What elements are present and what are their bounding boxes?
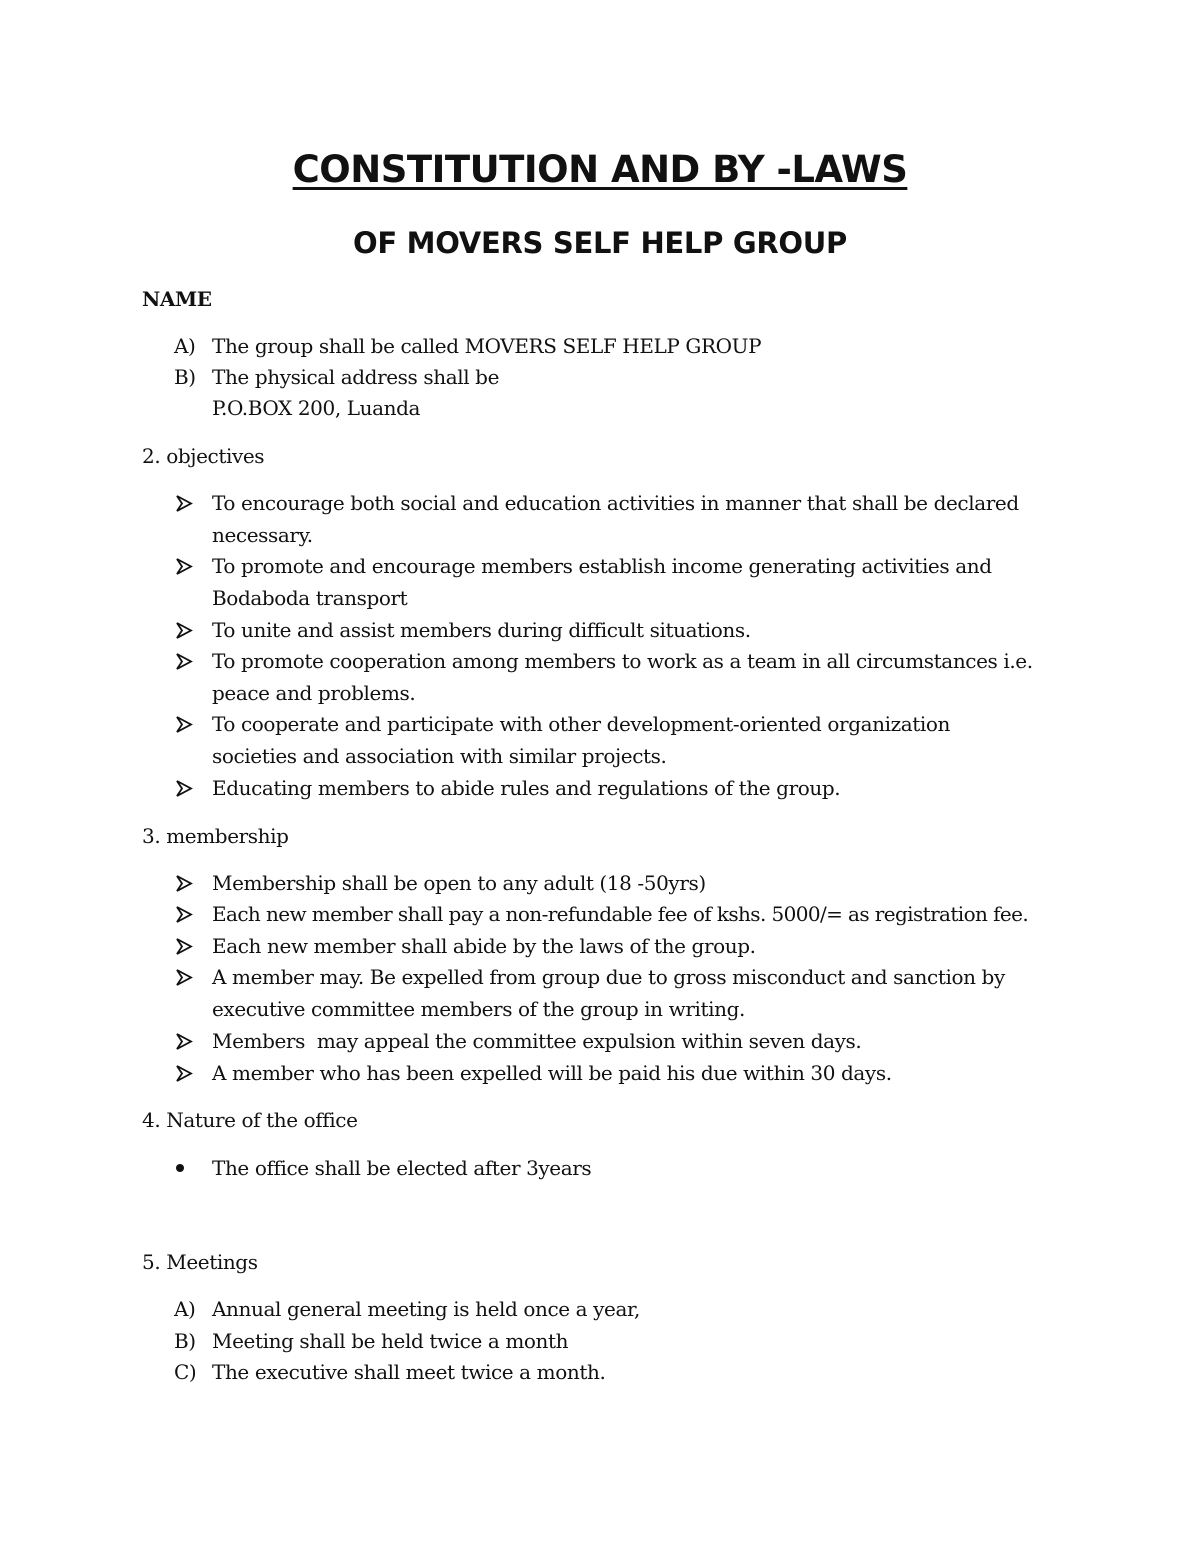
list-marker: B) [174,365,196,389]
list-item-text: To promote and encourage members establish income generating activities and [212,554,992,578]
list-marker: A) [174,1297,196,1321]
arrow-bullet-icon [174,646,196,677]
list-item-text: To encourage both social and education activities in manner that shall be declared [212,491,1019,515]
section-heading-office: 4. Nature of the office [142,1108,358,1132]
list-item-text: Educating members to abide rules and regulations of the group. [212,776,841,800]
bullet-dot-icon [176,1164,184,1172]
arrow-bullet-icon [174,868,196,899]
list-item-text: Annual general meeting is held once a year, [212,1297,640,1321]
list-item-text: Each new member shall pay a non-refundable fee of kshs. 5000/= as registration fee. [212,902,1029,926]
list-item-text: The physical address shall be [212,365,500,389]
section-heading-name: NAME [142,287,212,311]
arrow-bullet-icon [174,709,196,740]
list-item-text: peace and problems. [212,681,416,705]
list-item-text: A member who has been expelled will be paid his due within 30 days. [212,1061,892,1085]
list-item-text: Bodaboda transport [212,586,408,610]
arrow-bullet-icon [174,488,196,519]
list-item-text: societies and association with similar projects. [212,744,667,768]
list-item-text: To cooperate and participate with other development-oriented organization [212,712,951,736]
list-item-text: A member may. Be expelled from group due to gross misconduct and sanction by [212,965,1005,989]
section-heading-membership: 3. membership [142,824,289,848]
arrow-bullet-icon [174,899,196,930]
list-marker: C) [174,1360,197,1384]
list-item-text: necessary. [212,523,313,547]
list-item-text: The group shall be called MOVERS SELF HELP GROUP [212,334,762,358]
list-item-text: The executive shall meet twice a month. [212,1360,606,1384]
arrow-bullet-icon [174,551,196,582]
document-subtitle: OF MOVERS SELF HELP GROUP [353,226,847,260]
list-item-text: P.O.BOX 200, Luanda [212,396,421,420]
list-marker: A) [174,334,196,358]
list-item-text: Membership shall be open to any adult (18 -50yrs) [212,871,706,895]
arrow-bullet-icon [174,962,196,993]
arrow-bullet-icon [174,1058,196,1089]
arrow-bullet-icon [174,773,196,804]
section-heading-meetings: 5. Meetings [142,1250,258,1274]
section-heading-objectives: 2. objectives [142,444,265,468]
list-item-text: Meeting shall be held twice a month [212,1329,569,1353]
document-title: CONSTITUTION AND BY -LAWS [292,148,908,191]
list-item-text: executive committee members of the group in writing. [212,997,745,1021]
list-item-text: Each new member shall abide by the laws of the group. [212,934,756,958]
list-marker: B) [174,1329,196,1353]
list-item-text: To unite and assist members during difficult situations. [212,618,751,642]
list-item-text: To promote cooperation among members to work as a team in all circumstances i.e. [212,649,1033,673]
list-item-text: The office shall be elected after 3years [212,1156,592,1180]
arrow-bullet-icon [174,615,196,646]
list-item-text: Members may appeal the committee expulsion within seven days. [212,1029,862,1053]
arrow-bullet-icon [174,1026,196,1057]
arrow-bullet-icon [174,931,196,962]
